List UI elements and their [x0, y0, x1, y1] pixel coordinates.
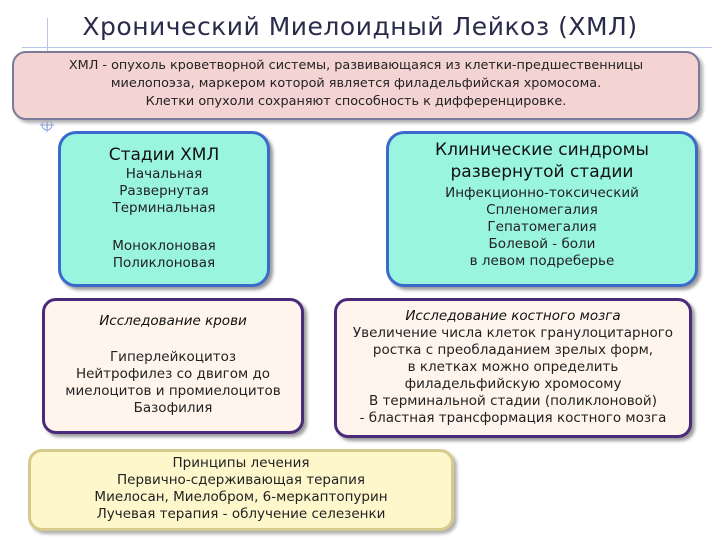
guide-line-horizontal [22, 47, 712, 48]
stages-title: Стадии ХМЛ [108, 145, 220, 165]
syndromes-title: Клинические синдромы [435, 140, 649, 160]
crosshair-icon [40, 118, 54, 132]
page-title: Хронический Миелоидный Лейкоз (ХМЛ) [82, 12, 638, 41]
bone-marrow-item: в клетках можно определить [407, 359, 619, 375]
bone-marrow-item: - бластная трансформация костного мозга [359, 410, 667, 426]
syndromes-box [386, 131, 698, 287]
syndrome-item: Болевой - боли [488, 236, 596, 252]
bone-marrow-item: Увеличение числа клеток гранулоцитарного [352, 325, 674, 341]
blood-test-item: Гиперлейкоцитоз [109, 349, 237, 365]
bone-marrow-item: ростка с преобладанием зрелых форм, [372, 342, 654, 358]
stage-phase: Начальная [125, 166, 203, 182]
syndrome-item: Спленомегалия [486, 202, 598, 218]
treatment-item: Первично-сдерживающая терапия [117, 472, 365, 488]
bone-marrow-title: Исследование костного мозга [405, 308, 621, 324]
syndrome-item: Инфекционно-токсический [445, 185, 639, 201]
stage-phase: Терминальная [112, 200, 216, 216]
syndrome-item: Гепатомегалия [487, 219, 597, 235]
bone-marrow-item: В терминальной стадии (поликлоновой) [369, 393, 657, 409]
syndromes-title: развернутой стадии [450, 162, 634, 182]
treatment-title: Принципы лечения [172, 455, 310, 471]
syndrome-item: в левом подреберье [469, 253, 615, 269]
blood-test-item: Базофилия [133, 400, 213, 416]
stage-clonality: Поликлоновая [112, 255, 216, 271]
blood-test-box [42, 298, 304, 434]
stages-box [58, 131, 270, 287]
treatment-box [28, 449, 454, 531]
treatment-item: Лучевая терапия - облучение селезенки [96, 506, 386, 522]
intro-line: ХМЛ - опухоль кроветворной системы, развивающаяся из клетки-предшественницы [68, 58, 644, 73]
intro-line: миелопоэза, маркером которой является филадельфийская хромосома. [110, 76, 602, 91]
intro-box [12, 51, 700, 120]
treatment-item: Миелосан, Миелобром, 6-меркаптопурин [94, 489, 388, 505]
blood-test-item: миелоцитов и промиелоцитов [65, 383, 281, 399]
intro-line: Клетки опухоли сохраняют способность к дифференцировке. [145, 94, 567, 109]
bone-marrow-box [334, 298, 692, 438]
blood-test-item: Нейтрофилез со двигом до [75, 366, 271, 382]
stage-phase: Развернутая [119, 183, 209, 199]
blood-test-title: Исследование крови [99, 313, 247, 329]
stage-clonality: Моноклоновая [112, 238, 216, 254]
bone-marrow-item: филадельфийскую хромосому [404, 376, 622, 392]
